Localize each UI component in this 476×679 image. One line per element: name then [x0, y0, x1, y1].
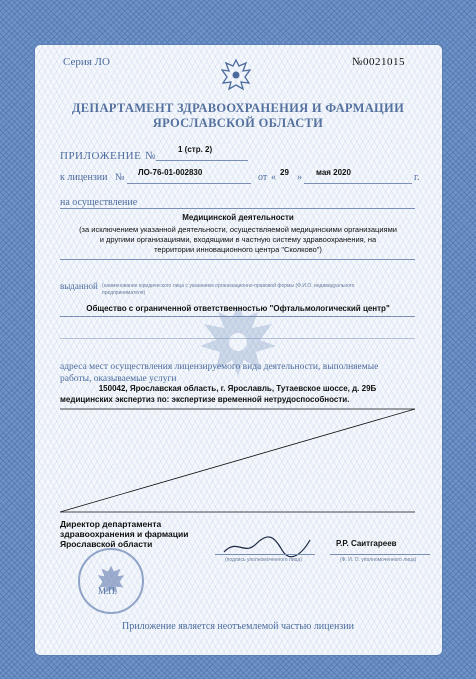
signer-position-line1: Директор департамента [60, 519, 162, 529]
license-label: к лицензии [60, 172, 108, 183]
license-number-line [127, 183, 251, 184]
signature-line [215, 554, 315, 555]
appendix-value: 1 (стр. 2) [178, 145, 213, 154]
issued-value: Общество с ограниченной ответственностью "Офтальмологический центр" [86, 304, 390, 313]
appendix-no-sign: № [145, 150, 156, 162]
coat-of-arms-icon [221, 58, 251, 92]
license-year-suffix: г. [414, 172, 420, 183]
activity-note-line1: (за исключением указанной деятельности, осуществляемой медицинскими организациями [79, 225, 397, 234]
activity-line [60, 208, 415, 209]
license-from-label: от [258, 172, 268, 183]
footer-note: Приложение является неотъемлемой частью лицензии [122, 621, 354, 632]
issued-line [60, 316, 415, 317]
license-day-open-quote: « [271, 172, 276, 183]
department-title-line1: ДЕПАРТАМЕНТ ЗДРАВООХРАНЕНИЯ И ФАРМАЦИИ [71, 101, 405, 115]
name-hint: (Ф. И. О. уполномоченного лица) [340, 557, 417, 563]
signature-hint: (подпись уполномоченного лица) [225, 557, 302, 563]
document-number: №0021015 [352, 56, 405, 68]
license-date-line [304, 183, 412, 184]
stamp-place-label: М.П. [98, 586, 118, 596]
activity-label: на осуществление [60, 197, 138, 208]
license-day-close-quote: » [297, 172, 302, 183]
issued-hint-line1: (наименование юридического лица с указанием организационно-правовой формы (Ф.И.О. индивидуального [102, 283, 355, 289]
z-line-strikeout [60, 400, 420, 520]
signer-position-line2: здравоохранения и фармации [60, 529, 189, 539]
license-month-year: мая 2020 [316, 168, 351, 177]
series-label: Серия ЛО [63, 56, 110, 68]
license-day: 29 [280, 168, 289, 177]
issued-label: выданной [60, 281, 98, 291]
department-title-line2: ЯРОСЛАВСКОЙ ОБЛАСТИ [152, 116, 324, 130]
signer-name-line [330, 554, 430, 555]
activity-note-line3: территории инновационного центра "Сколково") [154, 245, 322, 254]
issued-line-2 [60, 338, 415, 339]
address-value-line1: 150042, Ярославская область, г. Ярославль, Тутаевское шоссе, д. 29Б [98, 384, 377, 393]
address-label-line1: адреса мест осуществления лицензируемого вида деятельности, выполняемые [60, 362, 379, 372]
signer-name: Р.Р. Саитгареев [336, 539, 397, 548]
activity-bottom-line [60, 259, 415, 260]
appendix-label: ПРИЛОЖЕНИЕ [60, 150, 142, 162]
appendix-line [156, 160, 248, 161]
activity-note-line2: и другими организациями, входящими в частную систему здравоохранения, на [99, 235, 377, 244]
license-no-sign: № [115, 172, 125, 183]
signer-position-line3: Ярославской области [60, 539, 153, 549]
address-value-line2: медицинских экспертиз по: экспертизе временной нетрудоспособности. [60, 395, 350, 404]
license-number: ЛО-76-01-002830 [138, 168, 203, 177]
address-label-line2: работы, оказываемые услуги [60, 374, 177, 384]
issued-hint-line2: предпринимателя) [102, 290, 146, 296]
activity-title: Медицинской деятельности [182, 213, 294, 222]
